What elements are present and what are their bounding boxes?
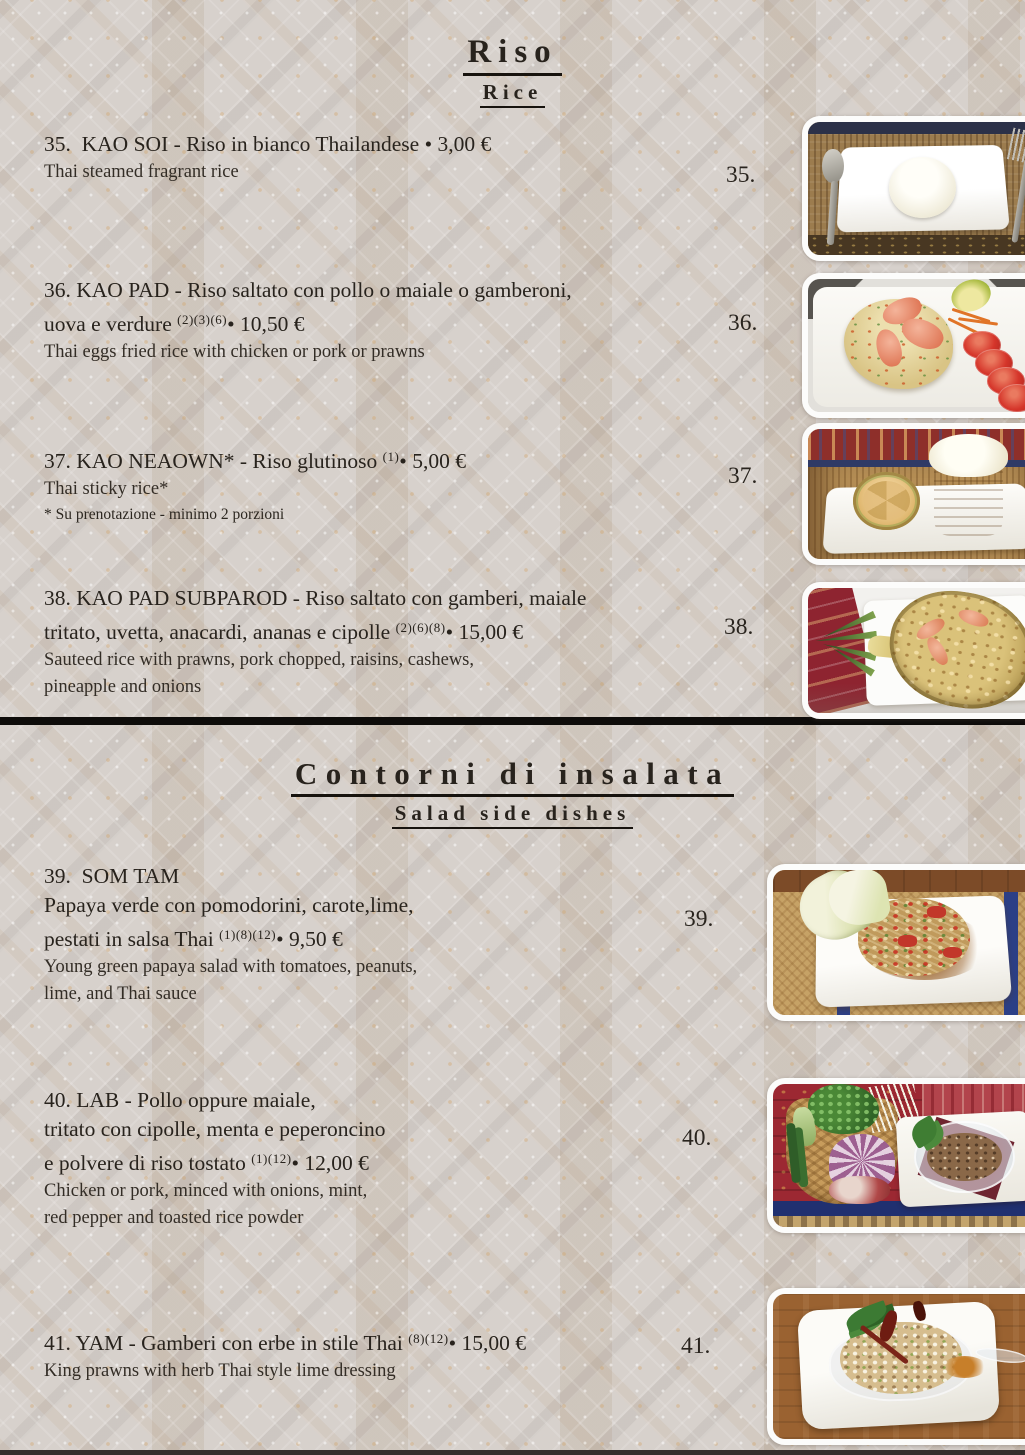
dish-photo-sticky-rice [802,423,1025,565]
item-title-line [44,920,734,954]
basket-lid-weave [863,481,911,520]
item-title-text: tritato con cipolle, menta e peperoncino [44,1117,386,1141]
woven-placemat [773,1216,1025,1227]
item-description-english: King prawns with herb Thai style lime dressing [44,1361,396,1381]
item-title-text: pestati in salsa Thai [44,927,220,951]
section-title-italian: Riso [463,34,561,76]
photo-number-35: 35. [726,162,756,188]
item-description-english: red pepper and toasted rice powder [44,1207,304,1228]
dish-photo-steamed-rice [802,116,1025,261]
photo-number-38: 38. [724,614,754,640]
item-description-english: Young green papaya salad with tomatoes, peanuts, [44,957,418,977]
menu-item-40 [44,1086,734,1231]
item-title-line [44,1115,734,1144]
allergen-superscript: (1) [382,449,400,464]
item-price: • 15,00 € [445,620,523,644]
section-title-english: Rice [480,80,546,108]
item-title-line [44,613,734,647]
item-title-text: 41. YAM - Gamberi con erbe in stile Thai [44,1331,409,1355]
tomato-slice [998,384,1025,412]
minced-meat-salad [927,1133,1001,1182]
item-description-english: Thai eggs fried rice with chicken or pork or prawns [44,342,425,362]
item-title-text: 40. LAB - Pollo oppure maiale, [44,1088,316,1112]
item-price: • 12,00 € [291,1151,369,1175]
menu-item-36 [44,276,734,366]
item-title-text: Papaya verde con pomodorini, carote,lime, [44,893,414,917]
item-title-text: 38. KAO PAD SUBPAROD - Riso saltato con gamberi, maiale [44,586,587,610]
item-description-english: Chicken or pork, minced with onions, mint, [44,1181,368,1201]
photo-scene [773,870,1025,1015]
item-price: • 5,00 € [399,449,466,473]
dish-photo-som-tam [767,864,1025,1021]
section-title-italian: Contorni di insalata [291,756,734,797]
menu-item-39 [44,862,734,1007]
item-price: • 10,50 € [227,312,305,336]
sticky-rice-dome [929,434,1008,477]
photo-scene [808,588,1025,713]
item-title-line [44,891,734,920]
item-title-line [44,442,734,476]
tomato-piece [898,935,917,947]
item-price: • 15,00 € [448,1331,526,1355]
dressing-spot [943,1356,986,1378]
decor-fabric-strip [808,235,1025,255]
photo-number-40: 40. [682,1125,712,1151]
section-title-english: Salad side dishes [392,801,634,829]
item-title-line [44,862,734,891]
item-title-line [44,276,734,305]
dish-photo-pineapple-rice [802,582,1025,719]
dish-photo-fried-rice [802,273,1025,418]
allergen-superscript: (2)(6)(8) [395,620,446,635]
dish-photo-lab [767,1078,1025,1233]
rice-dome [889,157,956,218]
dish-photo-yam [767,1288,1025,1445]
menu-item-37 [44,442,734,526]
item-title-text: e polvere di riso tostato [44,1151,252,1175]
item-title-text: 39. SOM TAM [44,864,180,888]
item-description-english: lime, and Thai sauce [44,983,197,1004]
photo-scene [808,279,1025,412]
section-header-contorni [0,756,1025,829]
item-description-english: Sauteed rice with prawns, pork chopped, raisins, cashews, [44,650,475,670]
allergen-superscript: (1)(8)(12) [219,927,277,942]
photo-scene [773,1294,1025,1439]
photo-scene [773,1084,1025,1227]
allergen-superscript: (8)(12) [408,1331,449,1346]
menu-item-38 [44,584,734,700]
allergen-superscript: (2)(3)(6) [177,312,228,327]
item-title-line [44,130,734,159]
item-title-line [44,1324,734,1358]
photo-number-41: 41. [681,1333,711,1359]
item-title-text: 37. KAO NEAOWN* - Riso glutinoso [44,449,383,473]
item-title-text: 35. KAO SOI - Riso in bianco Thailandese • 3,00 € [44,132,492,156]
mint-bunch [808,1084,880,1134]
photo-number-39: 39. [684,906,714,932]
photo-number-36: 36. [728,310,758,336]
item-price: • 9,50 € [276,927,343,951]
item-title-line [44,305,734,339]
photo-number-37: 37. [728,463,758,489]
item-title-text: uova e verdure [44,312,178,336]
item-title-line [44,1144,734,1178]
photo-scene [808,429,1025,559]
item-reservation-note: * Su prenotazione - minimo 2 porzioni [44,505,285,523]
item-title-line [44,1086,734,1115]
tomato-piece [927,906,946,918]
spoon-icon [822,149,843,184]
item-title-text: tritato, uvetta, anacardi, ananas e cipolle [44,620,396,644]
allergen-superscript: (1)(12) [251,1151,292,1166]
item-description-english: Thai sticky rice* [44,479,169,499]
item-description-english: pineapple and onions [44,676,202,697]
item-title-line [44,584,734,613]
menu-item-41 [44,1324,734,1385]
item-title-text: 36. KAO PAD - Riso saltato con pollo o maiale o gamberoni, [44,278,572,302]
blue-runner [773,1201,1025,1215]
section-header-riso [0,34,1025,108]
photo-scene [808,122,1025,255]
raw-meat-pieces [829,1176,890,1205]
tomato-piece [943,947,962,959]
dark-table-strip [808,122,1025,134]
item-description-english: Thai steamed fragrant rice [44,162,239,182]
menu-item-35 [44,130,734,186]
next-section-divider-edge [0,1450,1025,1455]
